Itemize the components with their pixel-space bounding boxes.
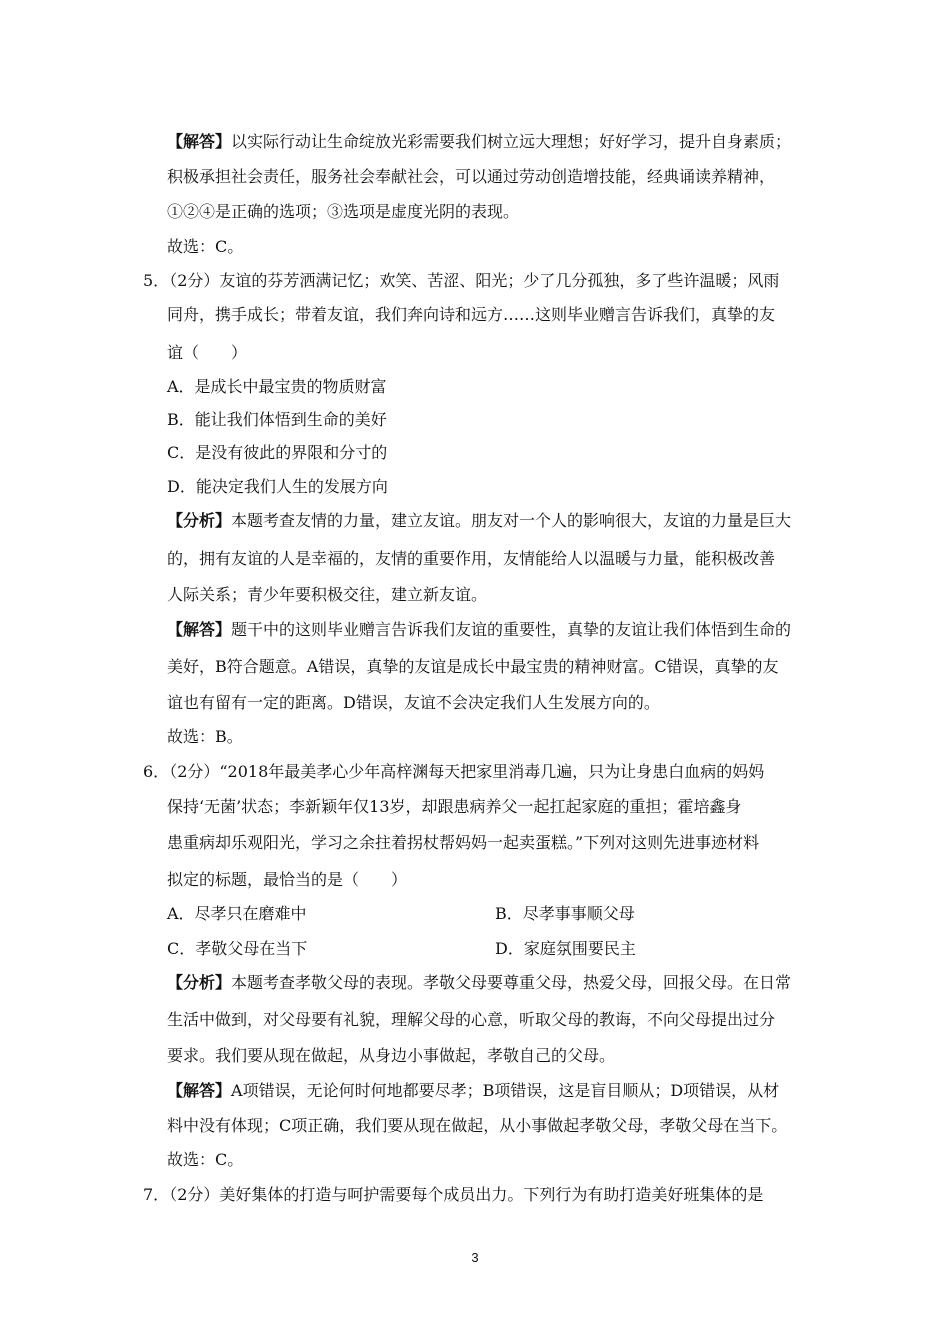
q6-stem-line-2: 保持‘无菌’状态；李新颖年仅13岁，却跟患病养父一起扛起家庭的重担；霍培鑫身 xyxy=(167,797,742,816)
q6-choice: 故选：C。 xyxy=(167,1150,244,1169)
q6-answer-line-1: 【解答】A项错误，无论何时何地都要尽孝；B项错误，这是盲目顺从；D项错误，从材 xyxy=(167,1081,780,1100)
q5-option-a: A．是成长中最宝贵的物质财富 xyxy=(167,377,387,396)
answer-tag: 【解答】 xyxy=(167,132,232,151)
q6-options-row-1 xyxy=(167,904,307,924)
q5-option-d: D．能决定我们人生的发展方向 xyxy=(167,477,388,496)
q6-option-c: C．孝敬父母在当下 xyxy=(167,939,308,958)
q5-choice: 故选：B。 xyxy=(167,727,243,746)
q5-option-c: C．是没有彼此的界限和分寸的 xyxy=(167,443,388,462)
q6-option-b: B．尽孝事事顺父母 xyxy=(495,904,635,923)
q6-stem-line-1: 6．（2分）“2018年最美孝心少年高梓渊每天把家里消毒几遍，只为让身患白血病的妈妈 xyxy=(143,762,765,781)
q5-answer-line-1: 【解答】题干中的这则毕业赠言告诉我们友谊的重要性，真挚的友谊让我们体悟到生命的 xyxy=(167,620,792,639)
q5-analysis-line-2: 的，拥有友谊的人是幸福的，友情的重要作用，友情能给人以温暖与力量，能积极改善 xyxy=(167,549,776,568)
q6-analysis-line-1: 【分析】本题考查孝敬父母的表现。孝敬父母要尊重父母，热爱父母，回报父母。在日常 xyxy=(167,973,792,992)
q6-analysis-line-3: 要求。我们要从现在做起，从身边小事做起，孝敬自己的父母。 xyxy=(167,1046,616,1065)
q6-stem-line-3: 患重病却乐观阳光，学习之余拄着拐杖帮妈妈一起卖蛋糕。”下列对这则先进事迹材料 xyxy=(167,833,760,852)
q4-answer-line-2: 积极承担社会责任，服务社会奉献社会，可以通过劳动创造增技能，经典诵读养精神， xyxy=(167,167,776,186)
q6-option-a: A．尽孝只在磨难中 xyxy=(167,904,307,923)
q6-option-d: D．家庭氛围要民主 xyxy=(495,939,636,958)
q5-option-b: B．能让我们体悟到生命的美好 xyxy=(167,410,387,429)
q6-answer-line-2: 料中没有体现；C项正确，我们要从现在做起，从小事做起孝敬父母，孝敬父母在当下。 xyxy=(167,1116,788,1135)
q4-choice: 故选：C。 xyxy=(167,237,244,256)
q5-stem-line-3: 谊（ ） xyxy=(167,343,248,362)
page-number: 3 xyxy=(471,1250,479,1265)
q4-answer-line-3: ①②④是正确的选项；③选项是虚度光阴的表现。 xyxy=(167,202,520,221)
q5-answer-line-3: 谊也有留有一定的距离。D错误，友谊不会决定我们人生发展方向的。 xyxy=(167,693,660,712)
q5-stem-line-1: 5．（2分）友谊的芬芳洒满记忆；欢笑、苦涩、阳光；少了几分孤独，多了些许温暖；风雨 xyxy=(143,271,780,290)
q5-answer-line-2: 美好，B符合题意。A错误，真挚的友谊是成长中最宝贵的精神财富。C错误，真挚的友 xyxy=(167,657,779,676)
q5-analysis-line-3: 人际关系；青少年要积极交往，建立新友谊。 xyxy=(167,585,488,604)
q5-analysis-line-1: 【分析】本题考查友情的力量，建立友谊。朋友对一个人的影响很大，友谊的力量是巨大 xyxy=(167,511,792,530)
question-number: 5． xyxy=(143,271,170,290)
q5-stem-line-2: 同舟，携手成长；带着友谊，我们奔向诗和远方……这则毕业赠言告诉我们，真挚的友 xyxy=(167,305,776,324)
q4-answer-line-1: 【解答】以实际行动让生命绽放光彩需要我们树立远大理想；好好学习，提升自身素质； xyxy=(167,132,792,151)
answer-tag: 【解答】 xyxy=(167,1081,232,1100)
analysis-tag: 【分析】 xyxy=(167,511,232,530)
q6-stem-line-4: 拟定的标题，最恰当的是（ ） xyxy=(167,870,408,889)
question-number: 7． xyxy=(143,1185,170,1204)
q6-analysis-line-2: 生活中做到，对父母要有礼貌，理解父母的心意，听取父母的教诲，不向父母提出过分 xyxy=(167,1010,776,1029)
question-number: 6． xyxy=(143,762,170,781)
answer-tag: 【解答】 xyxy=(167,620,232,639)
q7-stem-line-1: 7．（2分）美好集体的打造与呵护需要每个成员出力。下列行为有助打造美好班集体的是 xyxy=(143,1185,764,1204)
analysis-tag: 【分析】 xyxy=(167,973,232,992)
